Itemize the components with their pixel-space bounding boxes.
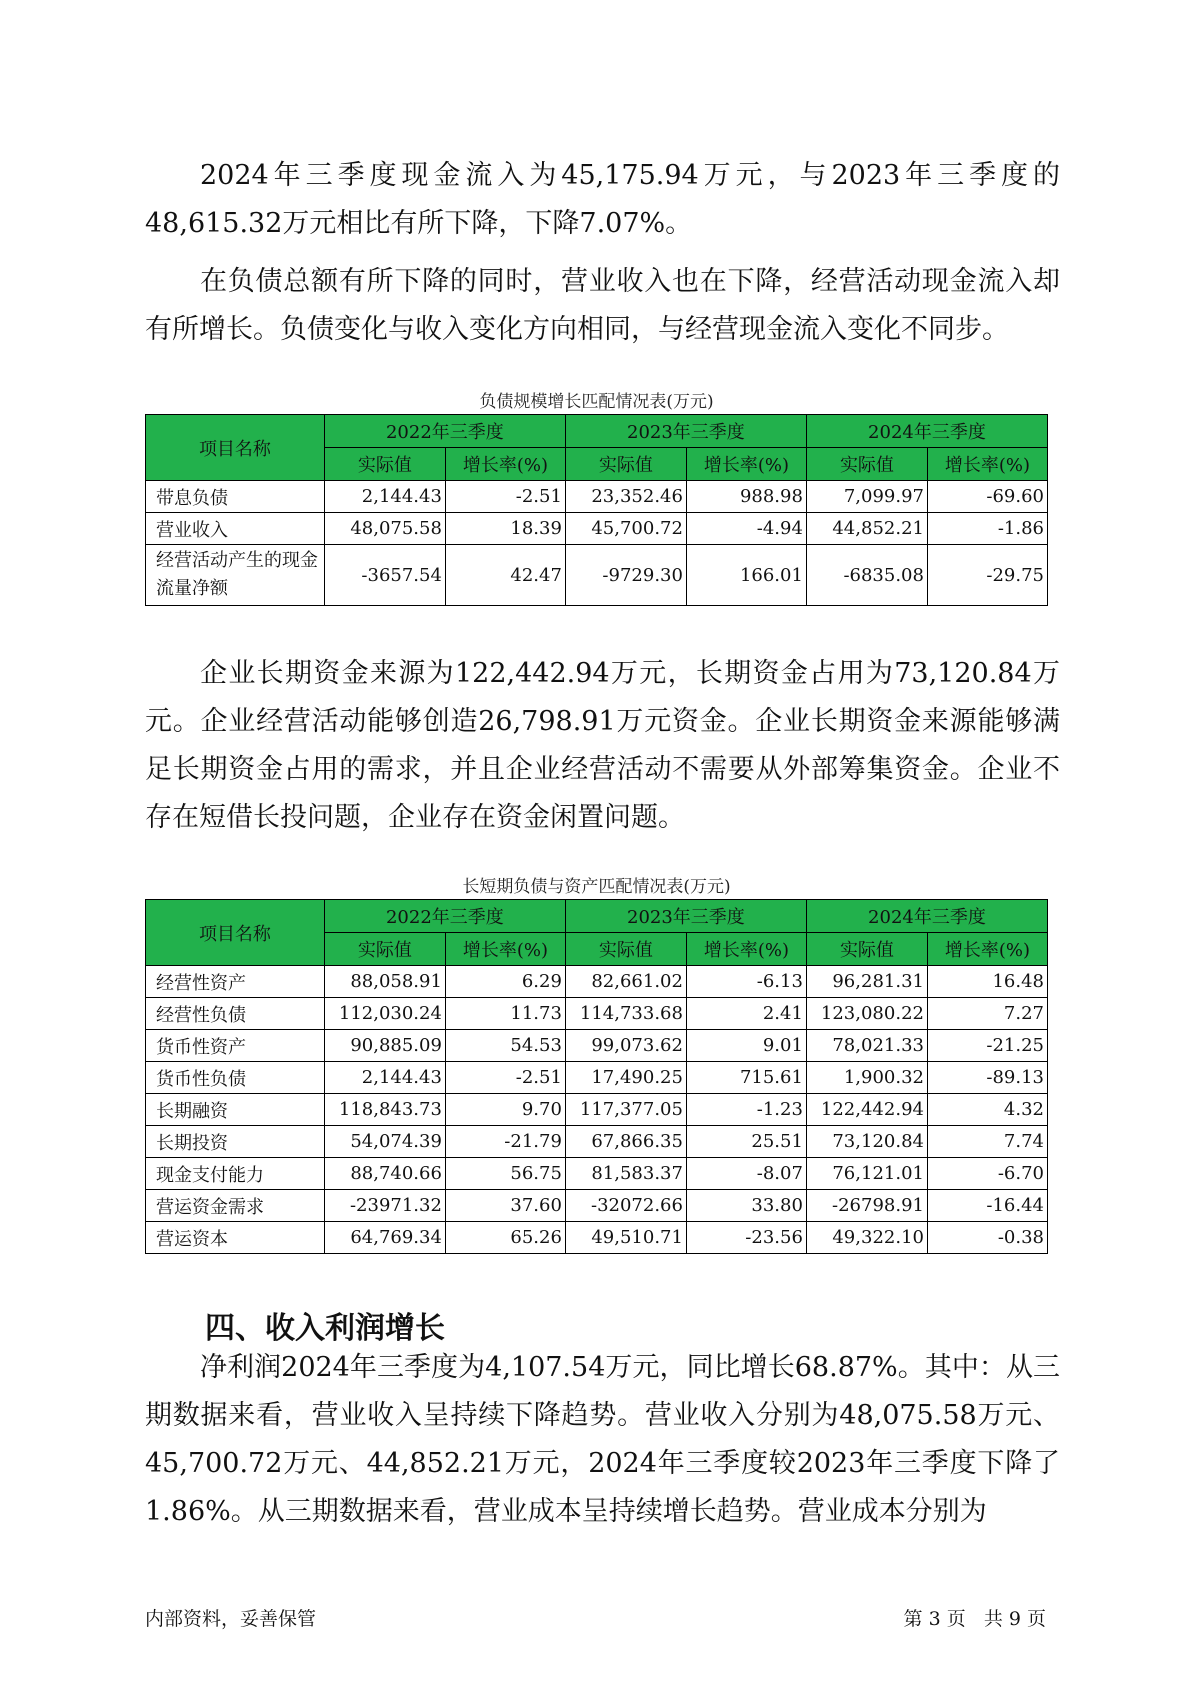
- paragraph-cash-inflow: 2024年三季度现金流入为45,175.94万元，与2023年三季度的48,615.32万元相比有所下降，下降7.07%。: [145, 160, 1060, 239]
- table-cell: 48,075.58: [324, 513, 445, 545]
- table-cell: 44,852.21: [806, 513, 927, 545]
- table-cell: 81,583.37: [565, 1158, 686, 1190]
- table-cell: 23,352.46: [565, 481, 686, 513]
- metric-header: 增长率(%): [927, 448, 1047, 481]
- metric-header: 增长率(%): [686, 933, 806, 966]
- paragraph-long-term-funds: 企业长期资金来源为122,442.94万元，长期资金占用为73,120.84万元。企业经营活动能够创造26,798.91万元资金。企业长期资金来源能够满足长期资金占用的需求，并且企业经营活动不需要从外部筹集资金。企业不存在短借长投问题，企业存在资金闲置问题。: [145, 658, 1060, 833]
- table-cell: 988.98: [686, 481, 806, 513]
- table2-caption: 长短期负债与资产匹配情况表(万元): [462, 877, 731, 897]
- table-cell: -6835.08: [806, 545, 927, 606]
- table-row: [146, 1222, 1048, 1254]
- table-cell: -2.51: [445, 481, 565, 513]
- item-name-header: 项目名称: [146, 415, 325, 481]
- table-cell: 2.41: [686, 998, 806, 1030]
- metric-header: 实际值: [324, 933, 445, 966]
- footer-page-number: 第 3 页 共 9 页: [903, 1608, 1046, 1630]
- table-row: [146, 1126, 1048, 1158]
- table-cell: 2,144.43: [324, 481, 445, 513]
- row-label: 长期投资: [146, 1126, 325, 1158]
- row-label: 货币性资产: [146, 1030, 325, 1062]
- table-cell: 123,080.22: [806, 998, 927, 1030]
- metric-header: 实际值: [565, 933, 686, 966]
- table2-body: [146, 966, 1048, 1254]
- metric-header: 实际值: [806, 448, 927, 481]
- period-header: 2022年三季度: [324, 415, 565, 448]
- table-cell: 65.26: [445, 1222, 565, 1254]
- period-header: 2024年三季度: [806, 415, 1047, 448]
- table-row: [146, 1062, 1048, 1094]
- table-row: [146, 481, 1048, 513]
- section-heading: 四、收入利润增长: [205, 1311, 445, 1346]
- table-cell: 76,121.01: [806, 1158, 927, 1190]
- table-cell: 49,322.10: [806, 1222, 927, 1254]
- table-cell: -89.13: [927, 1062, 1047, 1094]
- row-label: 货币性负债: [146, 1062, 325, 1094]
- table-cell: 96,281.31: [806, 966, 927, 998]
- table-cell: 11.73: [445, 998, 565, 1030]
- metric-header: 增长率(%): [445, 933, 565, 966]
- table-cell: 49,510.71: [565, 1222, 686, 1254]
- row-label: 营运资金需求: [146, 1190, 325, 1222]
- row-label: 现金支付能力: [146, 1158, 325, 1190]
- metric-header: 增长率(%): [445, 448, 565, 481]
- table-cell: 88,058.91: [324, 966, 445, 998]
- table-cell: 122,442.94: [806, 1094, 927, 1126]
- table-cell: 18.39: [445, 513, 565, 545]
- table-cell: -21.79: [445, 1126, 565, 1158]
- table-cell: -9729.30: [565, 545, 686, 606]
- table-cell: 7.74: [927, 1126, 1047, 1158]
- table-cell: -26798.91: [806, 1190, 927, 1222]
- metric-header: 实际值: [806, 933, 927, 966]
- table-row: [146, 1094, 1048, 1126]
- table-cell: 4.32: [927, 1094, 1047, 1126]
- table-cell: 17,490.25: [565, 1062, 686, 1094]
- table-cell: 42.47: [445, 545, 565, 606]
- table-cell: 64,769.34: [324, 1222, 445, 1254]
- table-cell: 1,900.32: [806, 1062, 927, 1094]
- table-cell: 25.51: [686, 1126, 806, 1158]
- paragraph-debt-revenue: 在负债总额有所下降的同时，营业收入也在下降，经营活动现金流入却有所增长。负债变化与收入变化方向相同，与经营现金流入变化不同步。: [145, 266, 1060, 345]
- table-cell: -3657.54: [324, 545, 445, 606]
- header-row-periods: [146, 415, 1048, 448]
- table-cell: 7.27: [927, 998, 1047, 1030]
- table-cell: -1.86: [927, 513, 1047, 545]
- table-cell: -23971.32: [324, 1190, 445, 1222]
- table-cell: -6.13: [686, 966, 806, 998]
- table-cell: 82,661.02: [565, 966, 686, 998]
- table-cell: 99,073.62: [565, 1030, 686, 1062]
- table1-caption: 负债规模增长匹配情况表(万元): [479, 392, 714, 412]
- row-label: 经营性负债: [146, 998, 325, 1030]
- period-header: 2023年三季度: [565, 415, 806, 448]
- table-cell: 33.80: [686, 1190, 806, 1222]
- table-cell: -4.94: [686, 513, 806, 545]
- table-cell: 67,866.35: [565, 1126, 686, 1158]
- row-label: 营业收入: [146, 513, 325, 545]
- footer-confidential: 内部资料，妥善保管: [145, 1608, 317, 1630]
- table-cell: -0.38: [927, 1222, 1047, 1254]
- table-cell: -23.56: [686, 1222, 806, 1254]
- table-cell: 9.70: [445, 1094, 565, 1126]
- metric-header: 增长率(%): [686, 448, 806, 481]
- table-cell: 715.61: [686, 1062, 806, 1094]
- table-cell: -8.07: [686, 1158, 806, 1190]
- table-cell: -1.23: [686, 1094, 806, 1126]
- table-row: [146, 998, 1048, 1030]
- table-cell: -2.51: [445, 1062, 565, 1094]
- table-cell: 54,074.39: [324, 1126, 445, 1158]
- table-cell: 54.53: [445, 1030, 565, 1062]
- table-cell: 56.75: [445, 1158, 565, 1190]
- row-label: 经营性资产: [146, 966, 325, 998]
- table-cell: 118,843.73: [324, 1094, 445, 1126]
- table-cell: -29.75: [927, 545, 1047, 606]
- row-label: 长期融资: [146, 1094, 325, 1126]
- period-header: 2023年三季度: [565, 900, 806, 933]
- table-cell: -16.44: [927, 1190, 1047, 1222]
- table-row: [146, 1030, 1048, 1062]
- table-cell: -21.25: [927, 1030, 1047, 1062]
- metric-header: 实际值: [565, 448, 686, 481]
- table-cell: 45,700.72: [565, 513, 686, 545]
- table-cell: 166.01: [686, 545, 806, 606]
- table-cell: 88,740.66: [324, 1158, 445, 1190]
- table-cell: 90,885.09: [324, 1030, 445, 1062]
- metric-header: 增长率(%): [927, 933, 1047, 966]
- table-cell: 112,030.24: [324, 998, 445, 1030]
- asset-liability-match-table: [145, 899, 1048, 1254]
- table-cell: 73,120.84: [806, 1126, 927, 1158]
- table-row: [146, 1158, 1048, 1190]
- table1-header: [146, 415, 1048, 481]
- period-header: 2024年三季度: [806, 900, 1047, 933]
- table-cell: -32072.66: [565, 1190, 686, 1222]
- header-row-periods: [146, 900, 1048, 933]
- paragraph-revenue-profit: 净利润2024年三季度为4,107.54万元，同比增长68.87%。其中：从三期数据来看，营业收入呈持续下降趋势。营业收入分别为48,075.58万元、45,700.72万元、44,852.21万元，2024年三季度较2023年三季度下降了1.86%。从三期数据来看，营业成本呈持续增长趋势。营业成本分别为: [145, 1352, 1060, 1527]
- row-label: 经营活动产生的现金流量净额: [146, 545, 325, 606]
- table-cell: 2,144.43: [324, 1062, 445, 1094]
- table1-body: [146, 481, 1048, 606]
- metric-header: 实际值: [324, 448, 445, 481]
- table-cell: 114,733.68: [565, 998, 686, 1030]
- table-row: [146, 513, 1048, 545]
- table-row: [146, 966, 1048, 998]
- table-cell: 78,021.33: [806, 1030, 927, 1062]
- table-cell: -69.60: [927, 481, 1047, 513]
- table-cell: -6.70: [927, 1158, 1047, 1190]
- table-row: [146, 1190, 1048, 1222]
- table-cell: 6.29: [445, 966, 565, 998]
- debt-growth-table: [145, 414, 1048, 606]
- item-name-header: 项目名称: [146, 900, 325, 966]
- table-cell: 16.48: [927, 966, 1047, 998]
- table2-header: [146, 900, 1048, 966]
- table-cell: 37.60: [445, 1190, 565, 1222]
- row-label: 带息负债: [146, 481, 325, 513]
- row-label: 营运资本: [146, 1222, 325, 1254]
- table-cell: 117,377.05: [565, 1094, 686, 1126]
- period-header: 2022年三季度: [324, 900, 565, 933]
- table-row: [146, 545, 1048, 606]
- table-cell: 7,099.97: [806, 481, 927, 513]
- table-cell: 9.01: [686, 1030, 806, 1062]
